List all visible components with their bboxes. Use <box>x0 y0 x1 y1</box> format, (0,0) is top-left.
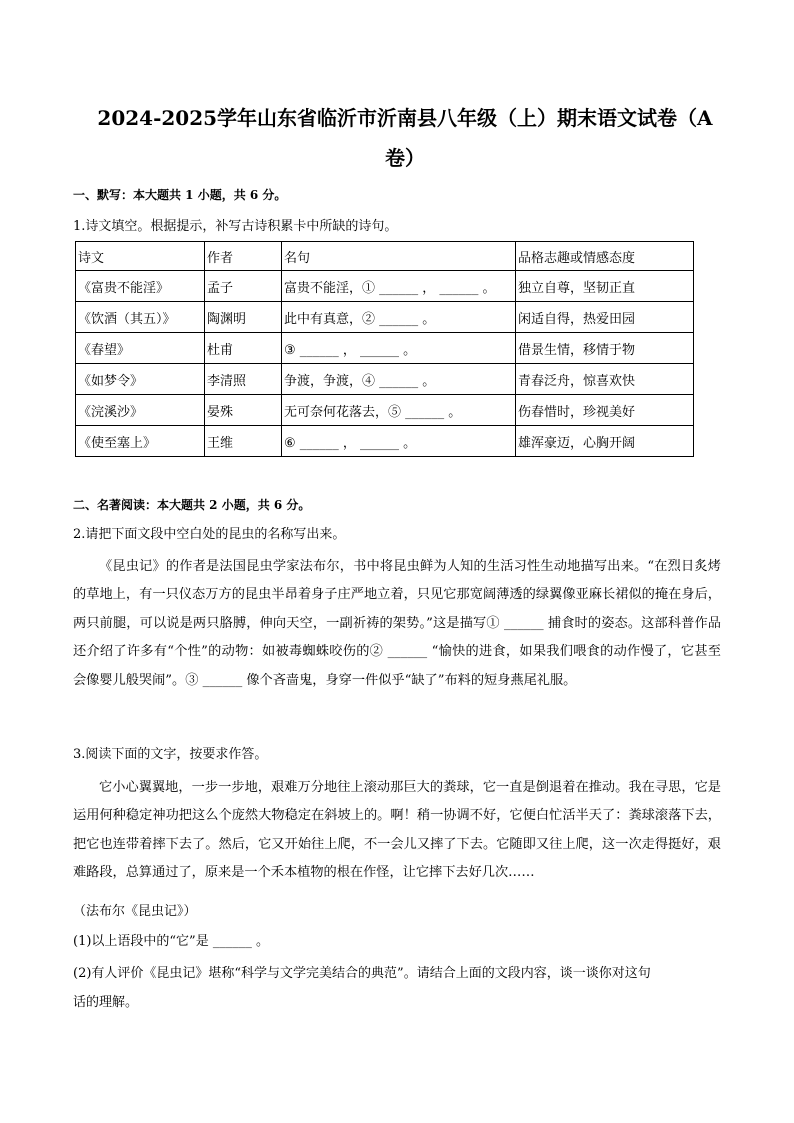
poem-table-header-row <box>76 242 694 271</box>
poem-line-cell: 富贵不能淫，① ______ ， ______ 。 <box>282 271 516 302</box>
section-1-heading: 一、默写：本大题共 1 小题，共 6 分。 <box>73 188 287 202</box>
poem-author-cell: 陶渊明 <box>205 302 282 333</box>
poem-sentiment-cell: 雄浑豪迈，心胸开阔 <box>516 426 694 457</box>
exam-title-line-1: 2024-2025学年山东省临沂市沂南县八年级（上）期末语文试卷（A <box>97 106 713 130</box>
poem-table-header-cell: 品格志趣或情感态度 <box>516 242 694 271</box>
poem-table <box>75 241 694 457</box>
poem-title-cell: 《富贵不能淫》 <box>76 271 205 302</box>
poem-table-row <box>76 395 694 426</box>
poem-line-cell: ③ ______ ， ______ 。 <box>282 333 516 364</box>
section-2-heading: 二、名著阅读：本大题共 2 小题，共 6 分。 <box>73 498 311 512</box>
question-1-prompt: 1.诗文填空。根据提示，补写古诗积累卡中所缺的诗句。 <box>73 219 398 234</box>
poem-line-cell: 无可奈何花落去，⑤ ______ 。 <box>282 395 516 426</box>
question-2-prompt: 2.请把下面文段中空白处的昆虫的名称写出来。 <box>73 527 346 542</box>
poem-title-cell: 《浣溪沙》 <box>76 395 205 426</box>
poem-table-row <box>76 333 694 364</box>
poem-sentiment-cell: 青春泛舟，惊喜欢快 <box>516 364 694 395</box>
poem-table-header-cell: 作者 <box>205 242 282 271</box>
question-3-subquestion-2-continued: 话的理解。 <box>73 995 139 1010</box>
poem-line-cell: 此中有真意，② ______ 。 <box>282 302 516 333</box>
poem-table-header-cell: 诗文 <box>76 242 205 271</box>
poem-line-cell: ⑥ ______ ， ______ 。 <box>282 426 516 457</box>
poem-sentiment-cell: 闲适自得，热爱田园 <box>516 302 694 333</box>
poem-table-row <box>76 302 694 333</box>
poem-table-row <box>76 426 694 457</box>
poem-author-cell: 杜甫 <box>205 333 282 364</box>
poem-sentiment-cell: 独立自尊，坚韧正直 <box>516 271 694 302</box>
question-3-passage: 它小心翼翼地，一步一步地，艰难万分地往上滚动那巨大的粪球，它一直是倒退着在推动。我在寻思，它是运用何种稳定神功把这么个庞然大物稳定在斜坡上的。啊！稍一协调不好，它便白忙活半天了：粪球滚落下去，把它也连带着摔下去了。然后，它又开始往上爬，不一会儿又摔了下去。它随即又往上爬，这一次走得挺好，艰难路段，总算通过了，原来是一个禾本植物的根在作怪，让它摔下去好几次…… <box>73 780 721 881</box>
poem-table-row <box>76 271 694 302</box>
poem-title-cell: 《春望》 <box>76 333 205 364</box>
question-3-prompt: 3.阅读下面的文字，按要求作答。 <box>73 747 268 762</box>
poem-title-cell: 《如梦令》 <box>76 364 205 395</box>
poem-sentiment-cell: 伤春惜时，珍视美好 <box>516 395 694 426</box>
poem-table-header-cell: 名句 <box>282 242 516 271</box>
poem-author-cell: 王维 <box>205 426 282 457</box>
poem-sentiment-cell: 借景生情，移情于物 <box>516 333 694 364</box>
question-2-passage: 《昆虫记》的作者是法国昆虫学家法布尔，书中将昆虫鲜为人知的生活习性生动地描写出来。“在烈日炙烤的草地上，有一只仪态万方的昆虫半昂着身子庄严地立着，只见它那宽阔薄透的绿翼像亚麻长裙似的掩在身后，两只前腿，可以说是两只胳膊，伸向天空，一副祈祷的架势。”这是描写① ______ 捕食时的姿态。这部科普作品还介绍了许多有“个性”的动物：如被毒蜘蛛咬伤的② ______ “愉快的进食，如果我们喂食的动作慢了，它甚至会像婴儿般哭闹”。③ ______ 像个吝啬鬼，身穿一件似乎“缺了”布料的短身燕尾礼服。 <box>73 559 721 688</box>
poem-title-cell: 《饮酒（其五）》 <box>76 302 205 333</box>
poem-author-cell: 李清照 <box>205 364 282 395</box>
poem-line-cell: 争渡，争渡，④ ______ 。 <box>282 364 516 395</box>
poem-author-cell: 晏殊 <box>205 395 282 426</box>
poem-table-row <box>76 364 694 395</box>
poem-title-cell: 《使至塞上》 <box>76 426 205 457</box>
question-3-subquestion-2: (2)有人评价《昆虫记》堪称“科学与文学完美结合的典范”。请结合上面的文段内容，谈一谈你对这句 <box>73 966 651 981</box>
question-3-subquestion-1: (1)以上语段中的“它”是 ______ 。 <box>73 934 269 949</box>
exam-title-line-2: 卷） <box>385 146 425 170</box>
poem-author-cell: 孟子 <box>205 271 282 302</box>
question-3-source: （法布尔《昆虫记》） <box>73 904 197 919</box>
